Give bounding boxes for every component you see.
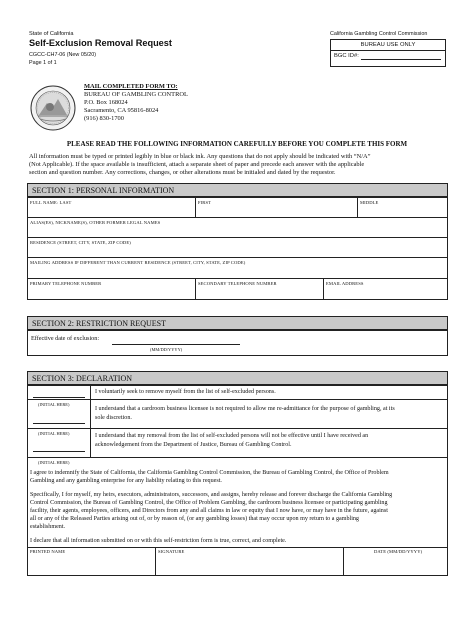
mail-line-3: Sacramento, CA 95816-8024 — [84, 107, 159, 114]
declaration-1: I voluntarily seek to remove myself from the list of self-excluded persons. — [95, 389, 276, 395]
instructions-line-2: (Not Applicable). If the space available is insufficient, attach a separate sheet of paper and precede each answer with the applicable — [29, 161, 365, 168]
bureau-use-label: BUREAU USE ONLY — [331, 40, 445, 51]
instructions-heading: PLEASE READ THE FOLLOWING INFORMATION CAREFULLY BEFORE YOU COMPLETE THIS FORM — [66, 140, 408, 148]
residence-label: RESIDENCE (STREET, CITY, STATE, ZIP CODE) — [30, 240, 131, 245]
mail-line-1: BUREAU OF GAMBLING CONTROL — [84, 91, 188, 98]
initial-here-label-1: (INITIAL HERE) — [38, 402, 70, 407]
specifically-line-2: Control Commission, the Bureau of Gambling Control, the Office of Problem Gambling, the cardroom business licensee or participating gambling — [30, 500, 388, 506]
state-label: State of California — [29, 31, 74, 37]
email-label: EMAIL ADDRESS — [326, 281, 364, 286]
printed-name-label: PRINTED NAME — [30, 549, 66, 554]
specifically-line-4: all or any of the Released Parties arising out of, or by reason of, (or any gambling losses) that may occur upon my return to a gambling — [30, 516, 359, 522]
initial-input-3[interactable] — [33, 443, 85, 452]
effective-date-label: Effective date of exclusion: — [31, 335, 100, 342]
date-format-hint: (MM/DD/YYYY) — [150, 347, 183, 352]
form-title: Self-Exclusion Removal Request — [29, 38, 172, 48]
effective-date-input[interactable] — [112, 334, 240, 345]
signature-input[interactable] — [157, 556, 341, 574]
mail-line-4: (916) 830-1700 — [84, 115, 124, 122]
first-name-label: FIRST — [198, 200, 212, 205]
state-seal-image — [30, 85, 76, 131]
specifically-line-5: establishment. — [30, 524, 66, 530]
agree-line-2: Gambling and any gambling enterprise for any liability relating to this request. — [30, 478, 222, 484]
secondary-phone-label: SECONDARY TELEPHONE NUMBER — [198, 281, 277, 286]
full-name-last-label: FULL NAME: LAST — [30, 200, 72, 205]
residence-input[interactable] — [29, 246, 446, 256]
date-label: DATE (MM/DD/YYYY) — [374, 549, 423, 554]
instructions-line-3: section and question number. Any corrections, changes, or other alterations must be initialed and dated by the requestor. — [29, 169, 336, 176]
mail-line-2: P.O. Box 168024 — [84, 99, 128, 106]
bgc-id-field[interactable] — [361, 59, 441, 60]
primary-phone-input[interactable] — [29, 287, 193, 299]
initial-here-label-2: (INITIAL HERE) — [38, 431, 70, 436]
signature-label: SIGNATURE — [158, 549, 185, 554]
initial-input-1[interactable] — [33, 389, 85, 398]
email-input[interactable] — [325, 287, 446, 299]
secondary-phone-input[interactable] — [197, 287, 321, 299]
mail-heading: MAIL COMPLETED FORM TO: — [84, 83, 178, 90]
instructions-line-1: All information must be typed or printed legibly in blue or black ink. Any questions that do not apply should be indicated with “N/A” — [29, 153, 371, 160]
alias-label: ALIAS(ES), NICKNAME(S), OTHER FORMER LEGAL NAMES — [30, 220, 161, 225]
initial-input-2[interactable] — [33, 415, 85, 424]
section-3-header: SECTION 3: DECLARATION — [27, 371, 448, 385]
middle-name-input[interactable] — [359, 206, 446, 216]
bgc-id-label: BGC ID#: — [334, 53, 359, 59]
primary-phone-label: PRIMARY TELEPHONE NUMBER — [30, 281, 102, 286]
declaration-3b: acknowledgement from the Department of Justice, Bureau of Gambling Control. — [95, 442, 292, 448]
mailing-address-input[interactable] — [29, 266, 446, 277]
date-input[interactable] — [345, 556, 446, 574]
section-2-header: SECTION 2: RESTRICTION REQUEST — [27, 316, 448, 330]
declaration-2a: I understand that a cardroom business licensee is not required to allow me re-admittance for the purpose of gambling, at its — [95, 406, 395, 412]
form-number: CGCC-CH7-06 (New 05/20) — [29, 52, 97, 58]
mailing-address-label: MAILING ADDRESS IF DIFFERENT THAN CURRENT RESIDENCE (STREET, CITY, STATE, ZIP CODE) — [30, 260, 246, 265]
section-1-header: SECTION 1: PERSONAL INFORMATION — [27, 183, 448, 197]
declaration-2b: sole discretion. — [95, 415, 132, 421]
declaration-3a: I understand that my removal from the list of self-excluded persons will not be effective until I have received an — [95, 433, 369, 439]
specifically-line-1: Specifically, I for myself, my heirs, executors, administrators, successors, and assigns, hereby release and forever discharge the California Gambling — [30, 492, 393, 498]
agency-name: California Gambling Control Commission — [330, 31, 428, 37]
declare-statement: I declare that all information submitted on or with this self-restriction form is true, correct, and complete. — [30, 538, 287, 544]
alias-input[interactable] — [29, 226, 446, 236]
first-name-input[interactable] — [197, 206, 355, 216]
initial-here-label-3: (INITIAL HERE) — [38, 460, 70, 465]
specifically-line-3: facility, their agents, employees, officers, and Directors from any and all claims in law or equity that I now have, or may have in the future, against — [30, 508, 388, 514]
agree-line-1: I agree to indemnify the State of California, the California Gambling Control Commission, the Bureau of Gambling Control, the Office of Problem — [30, 470, 389, 476]
printed-name-input[interactable] — [29, 556, 153, 574]
page-number: Page 1 of 1 — [29, 60, 57, 66]
bureau-use-box — [330, 39, 446, 67]
middle-name-label: MIDDLE — [360, 200, 379, 205]
last-name-input[interactable] — [29, 206, 193, 216]
